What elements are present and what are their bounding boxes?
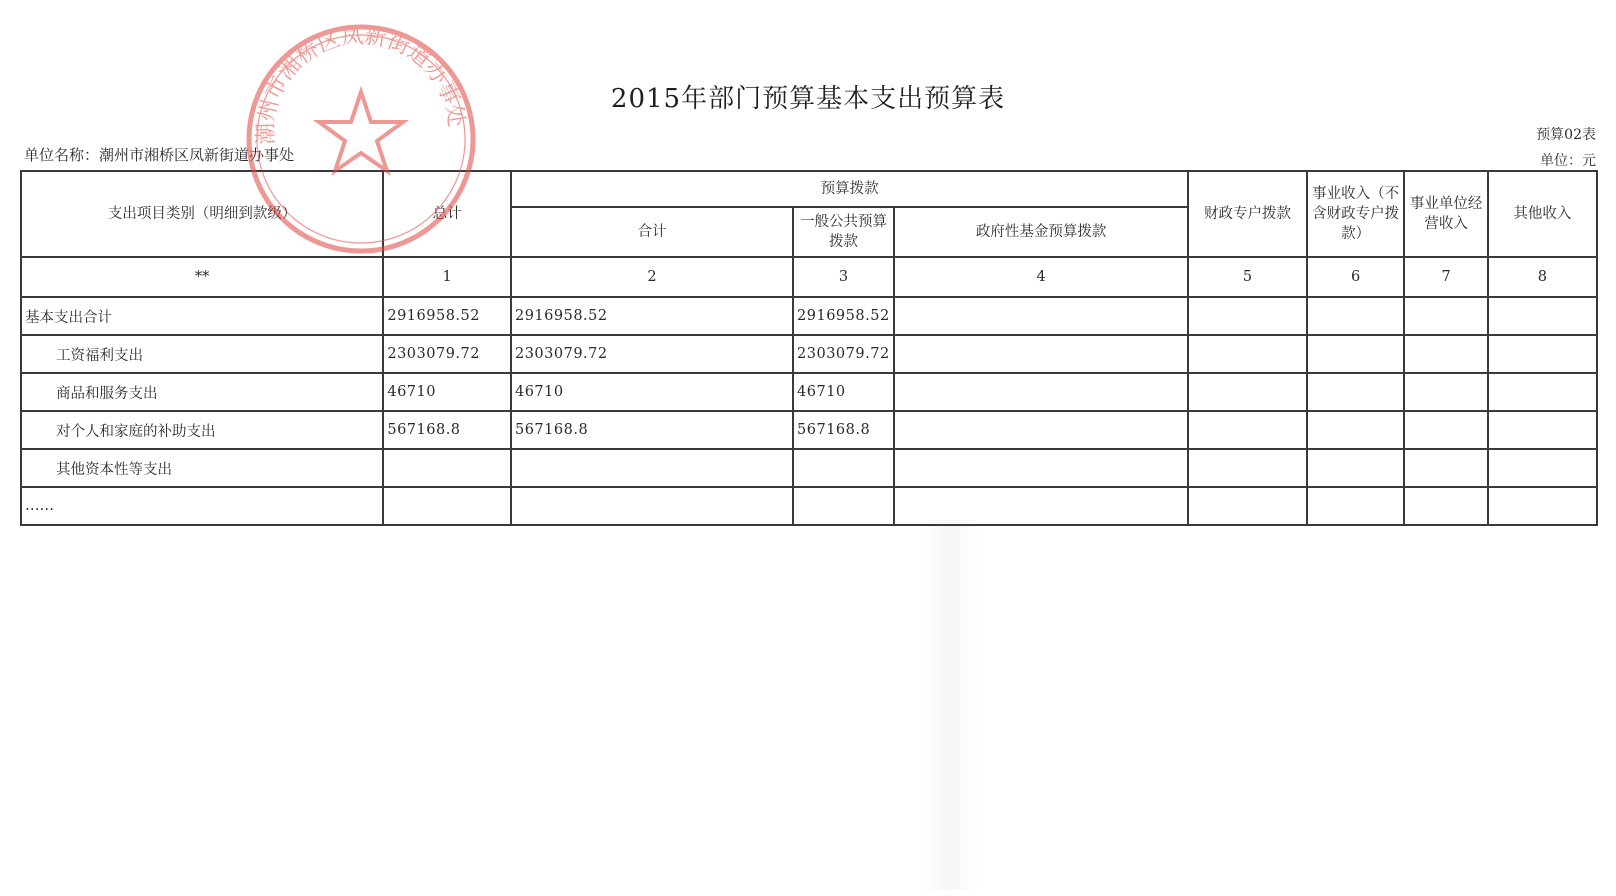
cell-business-income [1307, 411, 1405, 449]
cell-fiscal-special [1188, 449, 1306, 487]
cell-subtotal: 2303079.72 [511, 335, 793, 373]
cell-subtotal: 2916958.52 [511, 297, 793, 335]
index-cell: 6 [1307, 257, 1405, 297]
cell-other-income [1488, 487, 1597, 525]
row-label: 工资福利支出 [21, 335, 383, 373]
page-title: 2015年部门预算基本支出预算表 [610, 84, 1006, 114]
cell-total: 2916958.52 [383, 297, 511, 335]
index-cell: 1 [383, 257, 511, 297]
cell-fiscal-special [1188, 297, 1306, 335]
index-cell: 8 [1488, 257, 1597, 297]
index-cell: 4 [894, 257, 1188, 297]
cell-subtotal [511, 449, 793, 487]
cell-other-income [1488, 449, 1597, 487]
cell-general-public: 567168.8 [793, 411, 894, 449]
budget-table [20, 170, 1598, 526]
table-row [21, 373, 1597, 411]
unit-name: 单位名称：潮州市湘桥区凤新街道办事处 [24, 146, 295, 164]
cell-gov-fund [894, 373, 1188, 411]
cell-operating-income [1404, 411, 1487, 449]
index-cell: 2 [511, 257, 793, 297]
header-budget-allocation: 预算拨款 [511, 171, 1188, 207]
header-other-income: 其他收入 [1488, 171, 1597, 257]
cell-other-income [1488, 297, 1597, 335]
table-row [21, 297, 1597, 335]
row-label: 其他资本性等支出 [21, 449, 383, 487]
table-row [21, 449, 1597, 487]
cell-total [383, 449, 511, 487]
cell-fiscal-special [1188, 487, 1306, 525]
cell-general-public: 46710 [793, 373, 894, 411]
cell-business-income [1307, 335, 1405, 373]
table-row [21, 411, 1597, 449]
table-row [21, 335, 1597, 373]
form-number: 预算02表 [1536, 127, 1596, 143]
cell-fiscal-special [1188, 335, 1306, 373]
cell-gov-fund [894, 297, 1188, 335]
cell-total [383, 487, 511, 525]
header-total: 总计 [383, 171, 511, 257]
header-fiscal-special: 财政专户拨款 [1188, 171, 1306, 257]
row-label: 商品和服务支出 [21, 373, 383, 411]
header-operating-income: 事业单位经营收入 [1404, 171, 1487, 257]
cell-business-income [1307, 487, 1405, 525]
cell-fiscal-special [1188, 373, 1306, 411]
header-business-income: 事业收入（不含财政专户拨款） [1307, 171, 1405, 257]
cell-subtotal: 567168.8 [511, 411, 793, 449]
cell-operating-income [1404, 373, 1487, 411]
cell-general-public: 2916958.52 [793, 297, 894, 335]
cell-general-public [793, 449, 894, 487]
cell-other-income [1488, 335, 1597, 373]
table-row [21, 487, 1597, 525]
header-gov-fund: 政府性基金预算拨款 [894, 207, 1188, 257]
cell-total: 46710 [383, 373, 511, 411]
index-cell: ** [21, 257, 383, 297]
cell-gov-fund [894, 335, 1188, 373]
cell-subtotal [511, 487, 793, 525]
index-cell: 3 [793, 257, 894, 297]
cell-subtotal: 46710 [511, 373, 793, 411]
cell-business-income [1307, 373, 1405, 411]
cell-business-income [1307, 297, 1405, 335]
cell-other-income [1488, 373, 1597, 411]
header-subtotal: 合计 [511, 207, 793, 257]
index-row [21, 257, 1597, 297]
cell-general-public: 2303079.72 [793, 335, 894, 373]
cell-operating-income [1404, 449, 1487, 487]
currency-unit: 单位：元 [1540, 153, 1596, 169]
header-category: 支出项目类别（明细到款级） [21, 171, 383, 257]
cell-operating-income [1404, 335, 1487, 373]
cell-other-income [1488, 411, 1597, 449]
cell-total: 567168.8 [383, 411, 511, 449]
cell-operating-income [1404, 297, 1487, 335]
cell-total: 2303079.72 [383, 335, 511, 373]
scan-artifact [920, 520, 980, 890]
cell-gov-fund [894, 487, 1188, 525]
cell-fiscal-special [1188, 411, 1306, 449]
index-cell: 7 [1404, 257, 1487, 297]
cell-gov-fund [894, 449, 1188, 487]
row-label: 基本支出合计 [21, 297, 383, 335]
cell-business-income [1307, 449, 1405, 487]
cell-operating-income [1404, 487, 1487, 525]
seal-text: 潮州市湘桥区凤新街道办事处 [253, 23, 469, 146]
cell-general-public [793, 487, 894, 525]
index-cell: 5 [1188, 257, 1306, 297]
row-label: …… [21, 487, 383, 525]
row-label: 对个人和家庭的补助支出 [21, 411, 383, 449]
cell-gov-fund [894, 411, 1188, 449]
header-general-public: 一般公共预算拨款 [793, 207, 894, 257]
